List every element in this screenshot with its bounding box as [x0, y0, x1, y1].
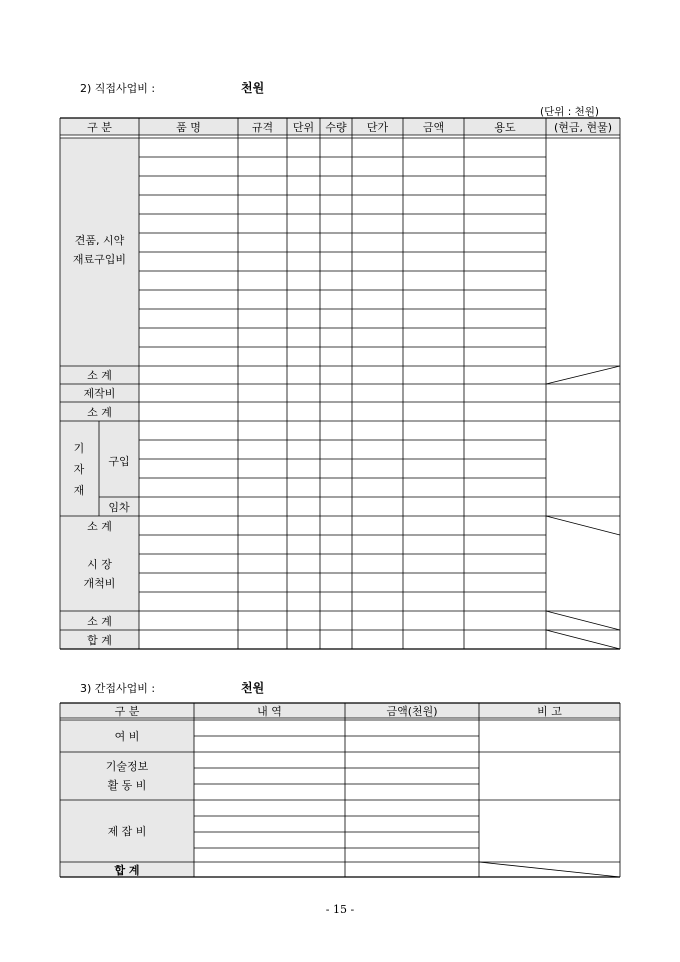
header-cash-kind: (현금, 현물)	[553, 121, 613, 134]
category-equipment-char1: 기	[73, 442, 85, 455]
s3-category-bg	[60, 720, 194, 877]
header-category: 구 분	[87, 121, 112, 134]
header-item-name: 품 명	[176, 121, 201, 134]
category-market-line2: 개척비	[83, 577, 116, 590]
s3-header-category: 구 분	[114, 705, 140, 718]
page-number: - 15 -	[325, 903, 355, 916]
s3-row-tech-line1: 기술정보	[105, 760, 149, 773]
category-equipment-char3: 재	[73, 484, 85, 497]
subtotal-label-3: 소 계	[87, 520, 112, 533]
section3-unit: 천원	[241, 681, 265, 695]
s3-row-travel: 여 비	[114, 730, 140, 743]
category-purchase: 구입	[108, 455, 130, 468]
header-unit: 단위	[292, 121, 315, 134]
s3-row-total: 합 계	[114, 864, 140, 877]
section2-title: 2) 직접사업비 :	[80, 82, 156, 95]
indirect-cost-table	[60, 703, 620, 877]
s3-header-remarks: 비 고	[537, 705, 562, 718]
s3-header-details: 내 역	[257, 705, 282, 718]
header-purpose: 용도	[494, 121, 516, 134]
s3-header-amount: 금액(천원)	[386, 705, 438, 718]
diagonal-marks	[546, 366, 620, 649]
section2-unit-note: (단위 : 천원)	[540, 106, 599, 118]
header-spec: 규격	[251, 121, 274, 134]
subtotal-label-1: 소 계	[87, 369, 112, 382]
subtotal-label-4: 소 계	[87, 615, 112, 628]
total-label: 합 계	[87, 634, 112, 647]
section3-title: 3) 간접사업비 :	[80, 682, 156, 695]
subtotal-label-2: 소 계	[87, 406, 112, 419]
category-samples-line1: 견품, 시약	[74, 234, 125, 247]
table-rows	[60, 118, 620, 649]
s3-header-bg	[60, 703, 620, 718]
header-quantity: 수량	[325, 121, 347, 134]
s3-row-tech-line2: 활 동 비	[107, 779, 147, 792]
category-market-line1: 시 장	[87, 558, 112, 571]
table-columns	[60, 118, 620, 649]
section2-unit: 천원	[241, 81, 265, 95]
category-samples-line2: 재료구입비	[72, 253, 127, 266]
header-unit-price: 단가	[366, 121, 389, 134]
s3-row-misc: 제 잡 비	[107, 825, 147, 838]
header-amount: 금액	[422, 121, 445, 134]
category-equipment-char2: 자	[73, 463, 85, 476]
category-rental: 임차	[108, 501, 130, 514]
category-production: 제작비	[83, 387, 116, 400]
